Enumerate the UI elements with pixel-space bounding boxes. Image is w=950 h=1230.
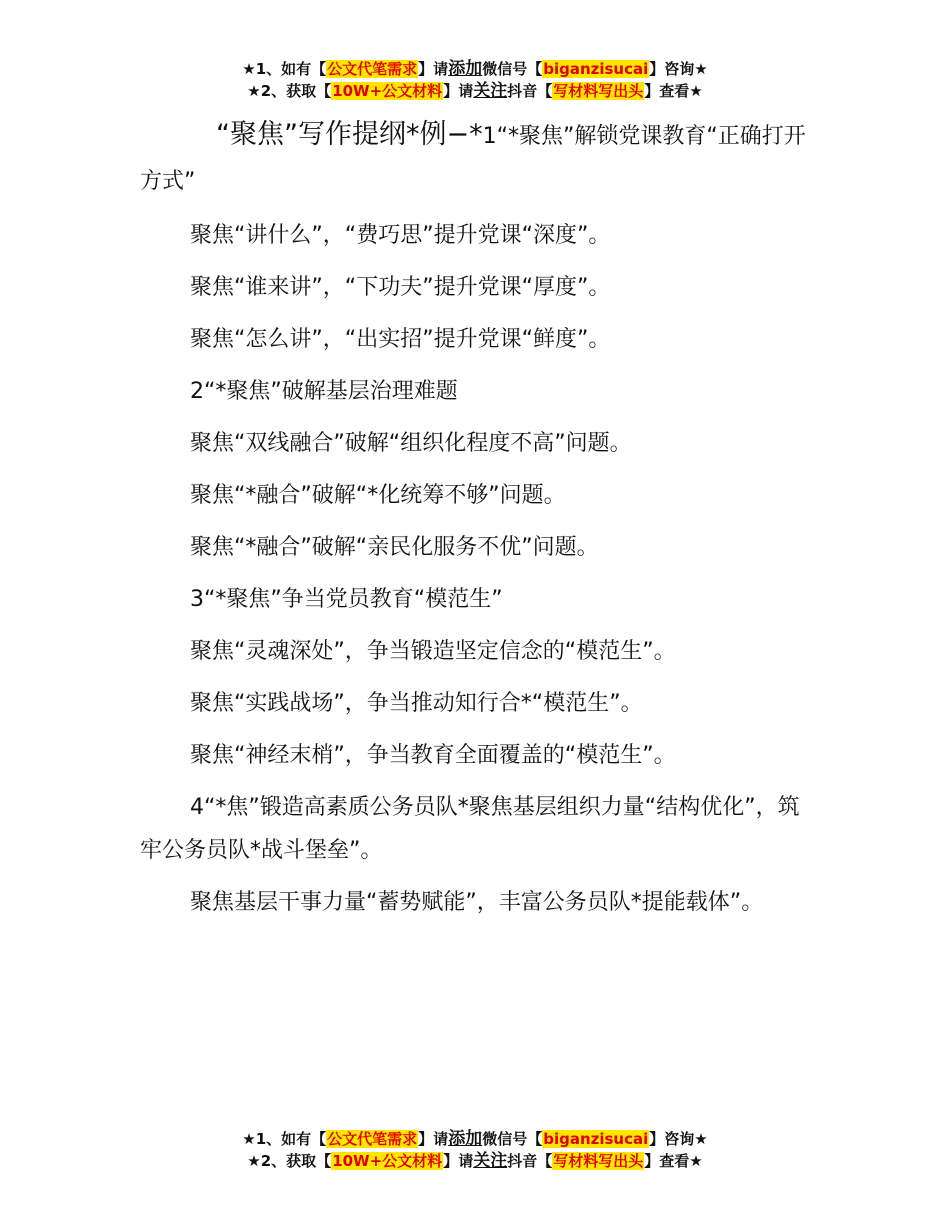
promo-text: 抖音【 [507,1152,553,1170]
promo-text: ★1、如有【 [242,1130,327,1148]
section-heading: 3“*聚焦”争当党员教育“模范生” [190,587,503,612]
paragraph: 聚焦“神经末梢”，争当教育全面覆盖的“模范生”。 [190,743,676,768]
promo-highlight: biganzisucai [543,1130,649,1148]
paragraph: 聚焦“*融合”破解“亲民化服务不优”问题。 [190,535,599,560]
promo-text: 微信号【 [482,60,543,78]
promo-line-2 [0,80,950,102]
paragraph: 聚焦基层干事力量“蓄势赋能”，丰富公务员队*提能载体”。 [190,890,764,915]
promo-highlight: 公文代笔需求 [327,1130,418,1148]
promo-text: 】咨询★ [649,60,708,78]
promo-text: 抖音【 [507,82,553,100]
promo-text: 微信号【 [482,1130,543,1148]
promo-text: 】查看★ [644,82,703,100]
title-section-1: 1“*聚焦”解锁党课教育“正确打开方式” [140,124,806,194]
paragraph: 聚焦“怎么讲”，“出实招”提升党课“鲜度”。 [190,327,611,352]
promo-line-2 [0,1150,950,1172]
section-heading: 2“*聚焦”破解基层治理难题 [190,379,458,404]
promo-text: 】查看★ [644,1152,703,1170]
document-title [140,112,812,204]
footer-promo-banner [0,1128,950,1172]
document-body [140,112,812,924]
paragraph: 聚焦“讲什么”，“费巧思”提升党课“深度”。 [190,223,611,248]
promo-highlight: 写材料写出头 [553,82,644,100]
promo-highlight: 写材料写出头 [553,1152,644,1170]
paragraph: 聚焦“谁来讲”，“下功夫”提升党课“厚度”。 [190,275,611,300]
promo-emphasis: 添加 [448,1129,483,1149]
promo-text: 】请 [418,60,449,78]
paragraph: 聚焦“*融合”破解“*化统筹不够”问题。 [190,483,566,508]
promo-line-1 [0,1128,950,1150]
promo-text: 】请 [443,82,474,100]
header-promo-banner [0,58,950,102]
promo-text: 】请 [418,1130,449,1148]
promo-text: ★1、如有【 [242,60,327,78]
promo-highlight: 公文代笔需求 [327,60,418,78]
section-heading: 4“*焦”锻造高素质公务员队*聚焦基层组织力量“结构优化”，筑牢公务员队*战斗堡垒”。 [140,795,800,863]
promo-text: 】咨询★ [649,1130,708,1148]
promo-highlight: 10W+公文材料 [332,82,443,100]
promo-emphasis: 添加 [448,59,483,79]
promo-highlight: biganzisucai [543,60,649,78]
promo-emphasis: 关注 [473,1151,508,1171]
paragraph: 聚焦“灵魂深处”，争当锻造坚定信念的“模范生”。 [190,639,676,664]
promo-text: ★2、获取【 [247,82,332,100]
promo-emphasis: 关注 [473,81,508,101]
promo-highlight: 10W+公文材料 [332,1152,443,1170]
title-main: “聚焦”写作提纲*例−* [216,119,483,150]
promo-line-1 [0,58,950,80]
paragraph: 聚焦“双线融合”破解“组织化程度不高”问题。 [190,431,632,456]
paragraph: 聚焦“实践战场”，争当推动知行合*“模范生”。 [190,691,643,716]
promo-text: ★2、获取【 [247,1152,332,1170]
promo-text: 】请 [443,1152,474,1170]
